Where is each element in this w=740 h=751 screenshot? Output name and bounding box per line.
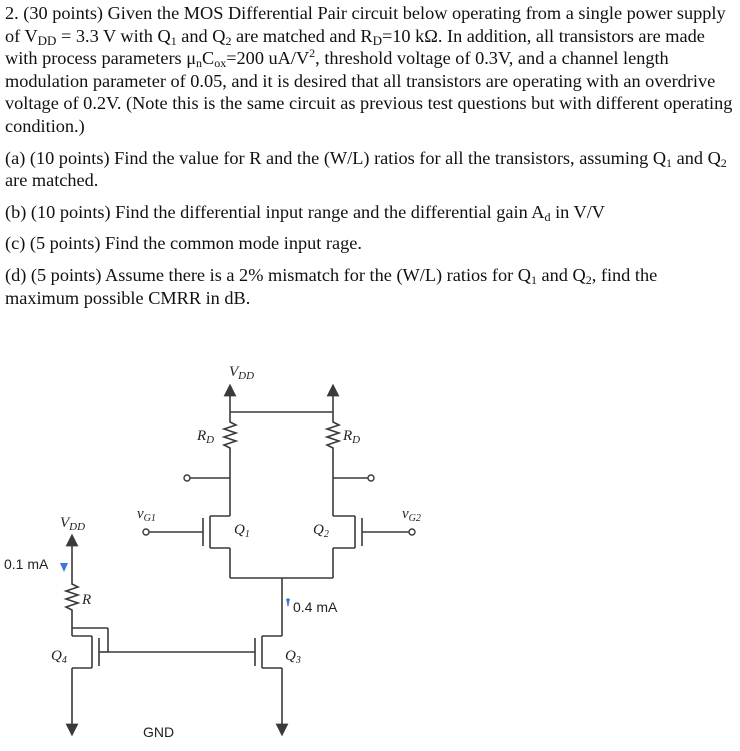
q3-label: $Q_3$ (285, 648, 301, 666)
itail-label: 0.4 mA (293, 599, 338, 615)
rd-right-label: $R_D$ (343, 428, 361, 446)
question-points: (30 points) (23, 3, 104, 23)
question-intro: 2. (30 points) Given the MOS Differential Pair circuit below operating from a single power supply of $V_{DD} = 3.3$ V with $Q_1$ and $Q_2$ are matched and $R_D=10$ kΩ. In addition, all transistors are made with process parameters $\mu_nC_{ox}=200$ $uA/V^2$, threshold voltage of 0.3V, and a channel length modulation parameter of 0.05, and it is desired that all transistors are operating with an overdrive voltage of 0.2V. (Note this is the same circuit as previous test questions but with different operating condition.) (5, 3, 733, 136)
q3-transistor (255, 636, 282, 730)
rd-left-label: $R_D$ (197, 428, 215, 446)
circuit-diagram (0, 350, 740, 750)
vg1-label: $v_{G1}$ (137, 506, 156, 524)
q2-label: $Q_2$ (313, 522, 329, 540)
rd-left-resistor (224, 412, 236, 460)
rd-right-resistor (327, 412, 339, 460)
vg2-label: $v_{G2}$ (402, 506, 421, 524)
question-text (5, 2, 733, 309)
vg2-terminal (409, 529, 415, 535)
iref-label: 0.1 mA (4, 556, 49, 572)
q4-transistor (72, 620, 108, 730)
q2-transistor (333, 516, 410, 578)
part-d: (d) (5 points) Assume there is a 2% mismatch for the (W/L) ratios for $Q_1$ and $Q_2$, find the maximum possible CMRR in dB. (5, 264, 658, 308)
q1-transistor (148, 516, 230, 578)
right-output-terminal (368, 475, 374, 481)
part-a: (a) (10 points) Find the value for R and the (W/L) ratios for all the transistors, assuming $Q_1$ and $Q_2$ are matched. (5, 147, 727, 191)
r-resistor (66, 580, 78, 620)
q1-label: $Q_1$ (234, 522, 250, 540)
part-c: (c) (5 points) Find the common mode input rage. (5, 233, 362, 254)
iref-arrow (60, 563, 68, 572)
vdd-top-label: $V_{DD}$ (229, 364, 255, 382)
vg1-terminal (143, 529, 149, 535)
gnd-label: GND (143, 724, 175, 740)
question-number: 2. (5, 3, 19, 23)
q4-label: $Q_4$ (51, 648, 67, 666)
r-label: R (82, 592, 92, 608)
vdd-left-label: $V_{DD}$ (60, 515, 86, 533)
left-output-terminal (184, 475, 190, 481)
part-b: (b) (10 points) Find the differential input range and the differential gain $A_d$ in V/V (5, 201, 606, 224)
